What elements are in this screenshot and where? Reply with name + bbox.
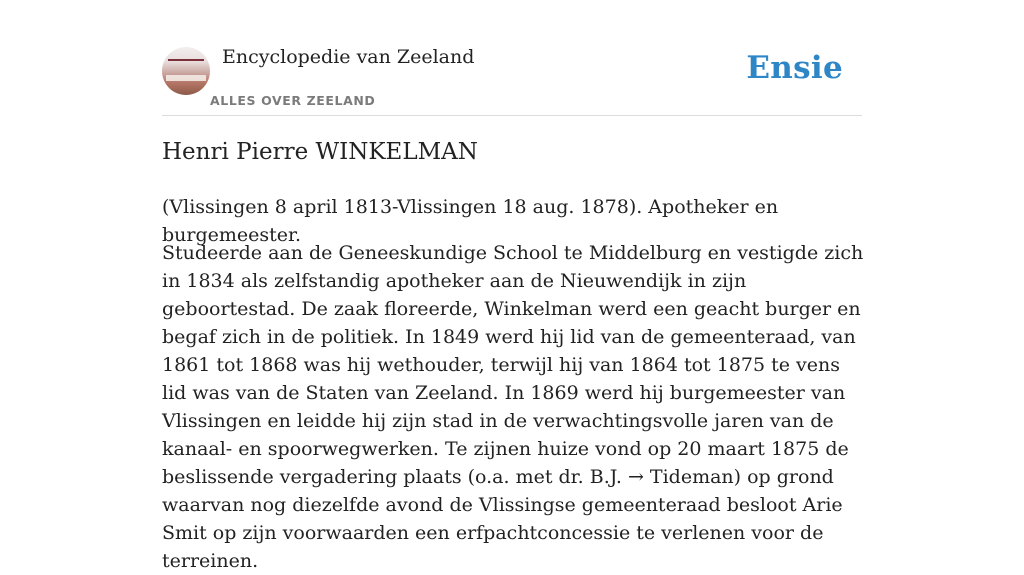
avatar-stripe (168, 59, 204, 61)
ensie-brand-logo[interactable]: Ensie (746, 50, 843, 86)
page (162, 0, 864, 572)
site-header (162, 0, 862, 116)
article-title: Henri Pierre WINKELMAN (162, 139, 478, 165)
site-logo-avatar[interactable] (162, 47, 210, 95)
article-lead: (Vlissingen 8 april 1813-Vlissingen 18 aug. 1878). Apotheker en burgemeester. (162, 196, 779, 246)
avatar-highlight (166, 75, 206, 81)
article-body: Studeerde aan de Geneeskundige School te Middelburg en vestigde zich in 1834 als zelfstandig apotheker aan de Nieuwendijk in zijn geboortestad. De zaak floreerde, Winkelman werd een geacht burger en begaf zich in de politiek. In 1849 werd hij lid van de gemeenteraad, van 1861 tot 1868 was hij wethouder, terwijl hij van 1864 tot 1875 te vens lid was van de Staten van Zeeland. In 1869 werd hij burgemeester van Vlissingen en leidde hij zijn stad in de verwachtingsvolle jaren van de kanaal- en spoorwegwerken. Te zijnen huize vond op 20 maart 1875 de beslissende vergadering plaats (o.a. met dr. B.J. → Tideman) op grond waarvan nog diezelfde avond de Vlissingse gemeenteraad besloot Arie Smit op zijn voorwaarden een erfpachtconcessie te verlenen voor de terreinen. (162, 242, 864, 572)
site-subtitle: ALLES OVER ZEELAND (210, 93, 376, 108)
site-title[interactable]: Encyclopedie van Zeeland (222, 46, 475, 68)
